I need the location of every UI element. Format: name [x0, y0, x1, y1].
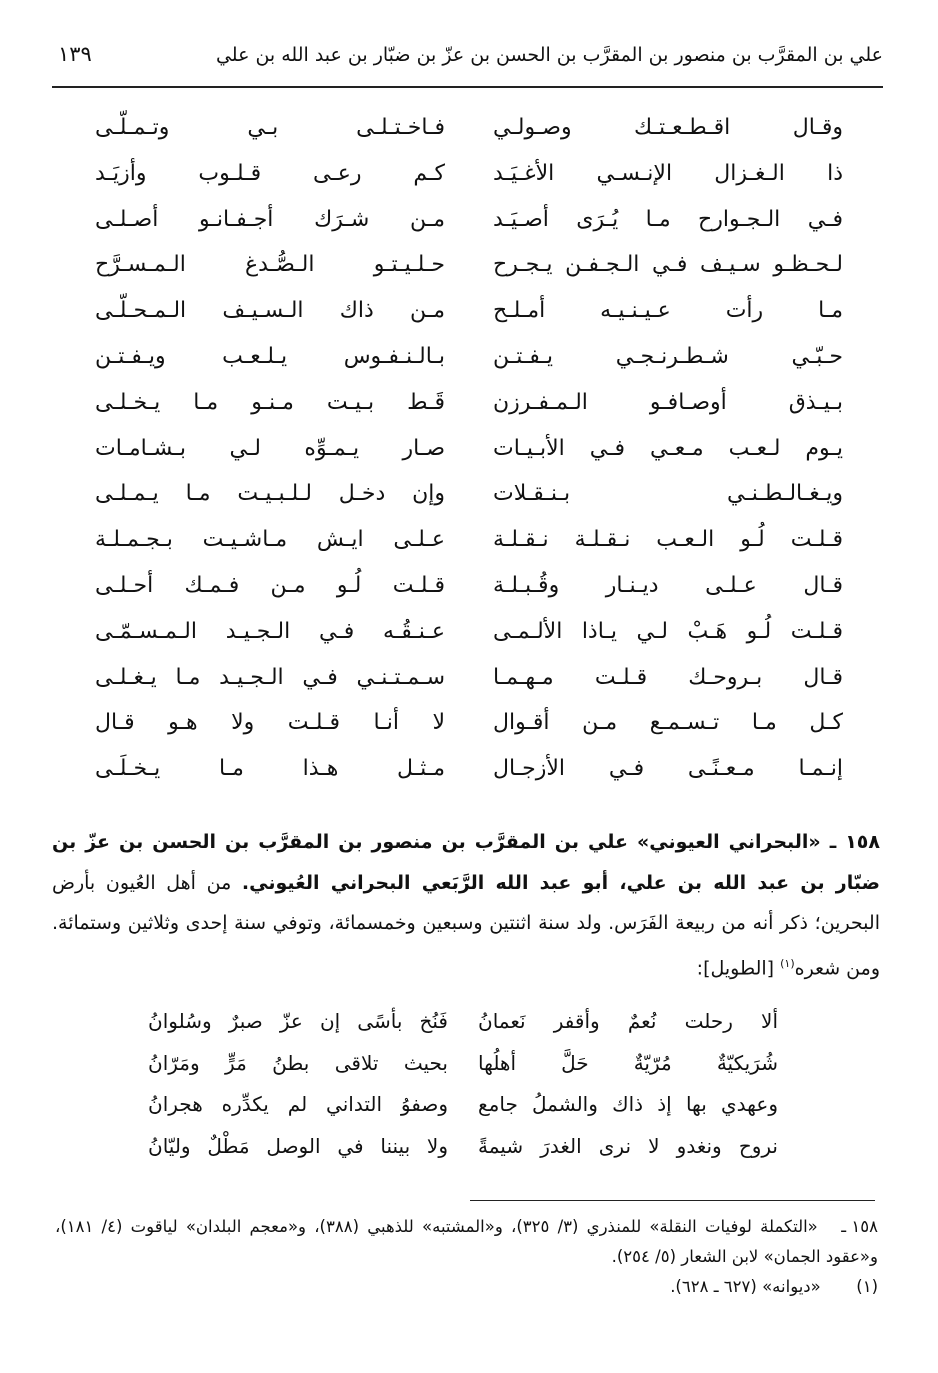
verse-row — [95, 655, 843, 701]
verse-row — [95, 563, 843, 609]
footnote — [55, 1272, 878, 1302]
second-hemistich: وصفوُ التداني لم يكدِّره هجرانُ — [148, 1092, 448, 1116]
verse-row — [95, 609, 843, 655]
verse-row — [95, 700, 843, 746]
verse-row — [95, 288, 843, 334]
verse-row — [148, 1043, 778, 1085]
first-hemistich: فـي الـجـوارح مـا يُـرَى أصـيَـد — [493, 206, 843, 232]
verse-row — [148, 1126, 778, 1168]
first-hemistich: قـال عـلـى ديـنـار وقُـبـلـة — [493, 572, 843, 598]
second-hemistich: كـم رعـى قـلـوب وأزيَـد — [95, 160, 445, 186]
verse-row — [95, 517, 843, 563]
footnote-text: «التكملة لوفيات النقلة» للمنذري (٣/ ٣٢٥)، و«المشتبه» للذهبي (٣٨٨)، و«معجم البلدان» لياقوت (٤/ ١٨١)، و«عقود الجمان» لابن الشعار (٥/ ٢٥٤). — [55, 1217, 878, 1266]
running-header — [52, 34, 883, 88]
first-hemistich: ذا الـغـزال الإنـسـي الأغـيَـد — [493, 160, 843, 186]
page-number: ١٣٩ — [58, 42, 92, 66]
first-hemistich: ألا رحلت نُعمٌ وأقفر نَعمانُ — [478, 1009, 778, 1033]
second-hemistich: حـلـيـتـو الـصُّـدغ الـمـسـرَّح — [95, 252, 445, 278]
entry-heading: ١٥٨ ـ «البحراني العيوني» علي بن المقرَّب بن منصور بن المقرَّب بن الحسن بن عزّ بن ضبّار بن عبد الله بن علي، أبو عبد الله الرَّبَعي البحراني العُيوني. — [52, 831, 880, 894]
footnote-reference: (١) — [780, 956, 795, 970]
verse-row — [95, 197, 843, 243]
second-hemistich: صـار يـمـوِّه لـي بـشـامـات — [95, 435, 445, 461]
second-hemistich: بحيث تلاقى بطنُ مَرٍّ ومَرّانُ — [148, 1050, 448, 1075]
second-hemistich: مـن شـرَك أجـفـانـو أصـلـى — [95, 206, 445, 232]
second-hemistich: سـمـتـنـي فـي الـجـيـد مـا يـغـلـى — [95, 664, 445, 690]
zajal-poem — [95, 105, 843, 792]
second-hemistich: وإن دخـل لـلـبـيـت مـا يـمـلـى — [95, 481, 445, 507]
first-hemistich: وعهدي بها إذ ذاك والشملُ جامع — [478, 1092, 778, 1116]
verse-row — [95, 242, 843, 288]
verse-row — [95, 105, 843, 151]
second-hemistich: قـلـت لُـو مـن فـمـك أحـلـى — [95, 572, 445, 598]
verse-row — [148, 1001, 778, 1043]
second-hemistich: قَـط بـيـت مـنـو مـا يـخـلـى — [95, 389, 445, 415]
tawil-poem — [148, 1001, 778, 1167]
verse-row — [95, 426, 843, 472]
second-hemistich: فـاخـتـلـى بـي وتـمـلّـى — [95, 115, 445, 140]
first-hemistich: مـا رأت عـيـنـيـه أمـلـح — [493, 298, 843, 324]
biography-entry — [52, 822, 880, 988]
verse-row — [95, 334, 843, 380]
second-hemistich: بـالـنـفـوس يـلـعـب ويـفـتـن — [95, 343, 445, 369]
first-hemistich: بـيـذق أوصـافـو الـمـفـرزن — [493, 389, 843, 415]
first-hemistich: شُرَيكيّةٌ مُرّيّةٌ حَلَّ أهلُها — [478, 1050, 778, 1075]
first-hemistich: كـل مـا تـسـمـع مـن أقـوال — [493, 710, 843, 736]
first-hemistich: حـبّـي شـطـرنـجـي يـفـتـن — [493, 343, 843, 369]
verse-row — [95, 380, 843, 426]
first-hemistich: نروح ونغدو لا نرى الغدرَ شيمةً — [478, 1133, 778, 1158]
footnote — [55, 1212, 878, 1272]
first-hemistich: قـلـت لُـو الـعـب نـقـلـة نـقـلـة — [493, 527, 843, 553]
second-hemistich: مـن ذاك الـسـيـف الـمـحـلّـى — [95, 298, 445, 324]
second-hemistich: فَنُخ بأسًى إن عزّ صبرٌ وسُلوانُ — [148, 1009, 448, 1033]
first-hemistich: وقـال اقـطـعـتـك وصـولـي — [493, 115, 843, 140]
second-hemistich: عـلـى ايـش مـاشـيـت بـجـمـلـة — [95, 527, 445, 553]
footnotes — [55, 1212, 878, 1302]
first-hemistich: ويـغـالـطـنـي بـنـقـلات — [493, 481, 843, 507]
second-hemistich: مـثـل هـذا مـا يـخـلَـى — [95, 756, 445, 782]
footnote-number: ١٥٨ ـ — [841, 1217, 878, 1236]
first-hemistich: قـلـت لُـو هَـبْ لـي يـاذا الألـمـى — [493, 618, 843, 644]
second-hemistich: لا أنـا قـلـت ولا هـو قـال — [95, 710, 445, 736]
verse-row — [95, 746, 843, 792]
verse-row — [95, 151, 843, 197]
first-hemistich: قـال بـروحـك قـلـت مـهـمـا — [493, 664, 843, 690]
second-hemistich: عـنـقُـه فـي الـجـيـد الـمـسـمّـى — [95, 618, 445, 644]
footnote-number: (١) — [856, 1277, 878, 1296]
second-hemistich: ولا بيننا في الوصل مَطْلٌ وليّانُ — [148, 1133, 448, 1158]
running-title: علي بن المقرَّب بن منصور بن المقرَّب بن الحسن بن عزّ بن ضبّار بن عبد الله بن علي — [215, 44, 883, 66]
verse-row — [148, 1084, 778, 1126]
first-hemistich: يـوم لـعـب مـعـي فـي الأبـيـات — [493, 435, 843, 461]
footnote-text: «ديوانه» (٦٢٧ ـ ٦٢٨). — [670, 1277, 821, 1296]
first-hemistich: لـحـظـو سـيـف فـي الـجـفـن يـجـرح — [493, 252, 843, 278]
footnote-divider — [470, 1200, 875, 1201]
first-hemistich: إنـمـا مـعـنًـى فـي الأزجـال — [493, 756, 843, 782]
entry-body: من أهل العُيون بأرض البحرين؛ ذكر أنه من ربيعة الفَرَس. ولد سنة اثنتين وسبعين وخمسمائة، وتوفي سنة إحدى وثلاثين وستمائة. ومن شعره — [52, 871, 880, 979]
verse-row — [95, 471, 843, 517]
meter-label: [الطويل]: — [696, 956, 775, 979]
